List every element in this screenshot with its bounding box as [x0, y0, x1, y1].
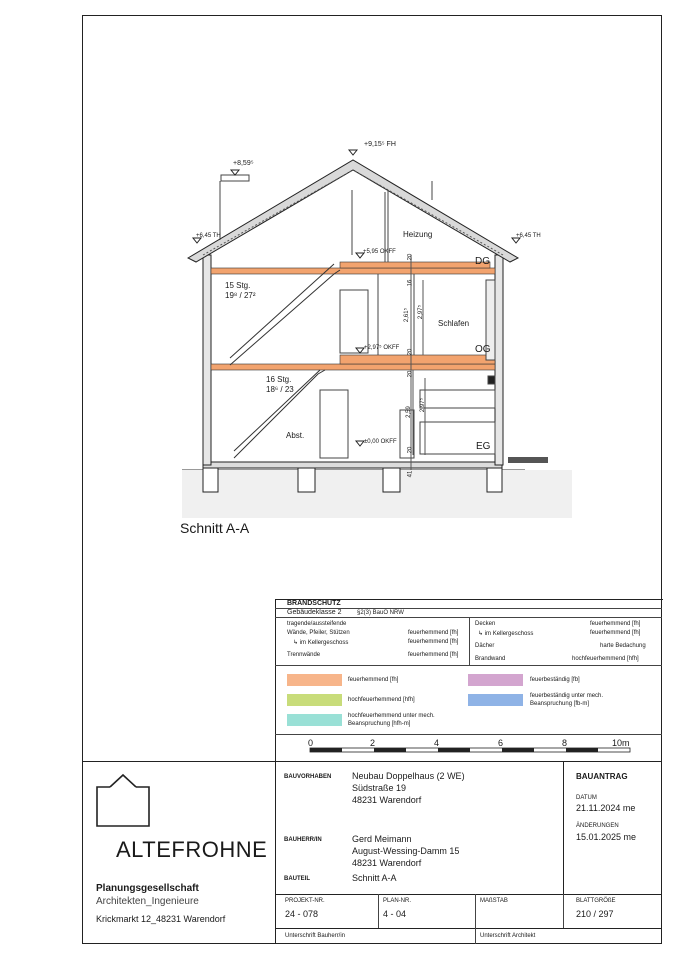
- left-value-3: feuerhemmend [fh]: [408, 652, 459, 658]
- logo-house-icon: [96, 773, 151, 828]
- legend-label-fh: feuerhemmend [fh]: [348, 677, 399, 683]
- legend-swatch-fbm: [468, 694, 523, 706]
- dim-s4: 20: [407, 370, 414, 378]
- scale-bar: [300, 738, 640, 758]
- dim-s1: 20: [407, 253, 414, 261]
- bauherr-line3: 48231 Warendorf: [352, 858, 422, 868]
- bauteil-value: Schnitt A-A: [352, 873, 397, 883]
- left-label-0: tragende/aussteifende: [287, 621, 347, 627]
- dim-h2: 2,97⁵: [418, 304, 425, 320]
- legend-swatch-hfhm: [287, 714, 342, 726]
- eaves-left-level: +6,45 TH: [196, 233, 221, 239]
- stairs-upper-count: 15 Stg.: [225, 281, 251, 290]
- bauherr-line2: August-Wessing-Damm 15: [352, 846, 460, 856]
- right-label-1: ↳ im Kellergeschoss: [478, 631, 534, 637]
- right-label-3: Brandwand: [475, 656, 506, 662]
- scale-tick-4: 4: [434, 738, 440, 748]
- scale-tick-8: 8: [562, 738, 568, 748]
- scale-tick-0: 0: [308, 738, 314, 748]
- aenderungen-label: ÄNDERUNGEN: [576, 823, 619, 829]
- ridge-level: +9,15⁵ FH: [364, 141, 396, 148]
- blatt-label: BLATTGRÖßE: [576, 898, 616, 904]
- legend-swatch-fb: [468, 674, 523, 686]
- aenderungen-value: 15.01.2025 me: [576, 832, 637, 842]
- plan-label: PLAN-NR.: [383, 898, 412, 904]
- brandschutz-title: BRANDSCHUTZ: [287, 600, 341, 607]
- legend-label-hfhm: hochfeuerhemmend unter mech. Beanspruchung [hfh-m]: [348, 713, 435, 727]
- signature-bauherr: Unterschrift Bauherr/in: [285, 933, 346, 939]
- eaves-right-level: +6,45 TH: [516, 233, 541, 239]
- left-value-1: feuerhemmend [fh]: [408, 630, 459, 636]
- legend-label-hfh: hochfeuerhemmend [hfh]: [348, 697, 415, 703]
- company-name: ALTEFROHNE: [116, 837, 268, 862]
- bauvorhaben-label: BAUVORHABEN: [284, 774, 332, 780]
- stairs-lower-count: 16 Stg.: [266, 375, 292, 384]
- company-line2: Architekten_Ingenieure: [96, 896, 199, 907]
- right-value-3: hochfeuerhemmend [hfh]: [572, 656, 639, 662]
- dim-h1: 2,61⁵: [404, 307, 411, 323]
- level-og: OG: [475, 344, 491, 355]
- right-label-2: Dächer: [475, 643, 495, 649]
- signature-architekt: Unterschrift Architekt: [480, 933, 536, 939]
- dim-h3: 2,59: [405, 406, 412, 418]
- left-value-2: feuerhemmend [fh]: [408, 639, 459, 645]
- bauherr-line1: Gerd Meimann: [352, 834, 412, 844]
- scale-tick-6: 6: [498, 738, 504, 748]
- datum-label: DATUM: [576, 795, 597, 801]
- bauteil-label: BAUTEIL: [284, 876, 310, 882]
- scale-tick-10: 10m: [612, 738, 630, 748]
- og-floor-level: +2,97⁵ OKFF: [364, 345, 400, 351]
- dim-s3: 20: [407, 348, 414, 356]
- stairs-upper-ratio: 19⁸ / 27²: [225, 291, 256, 300]
- stairs-lower-ratio: 18⁶ / 23: [266, 385, 294, 394]
- projekt-label: PROJEKT-NR.: [285, 898, 325, 904]
- floor-slabs: [211, 262, 495, 370]
- chimney-level: +8,59⁵: [233, 160, 254, 167]
- room-abst: Abst.: [286, 431, 305, 440]
- right-value-0: feuerhemmend [fh]: [590, 621, 641, 627]
- dim-s2: 16: [407, 279, 414, 287]
- room-heizung: Heizung: [403, 230, 433, 239]
- roof: [188, 160, 518, 262]
- company-line1: Planungsgesellschaft: [96, 883, 199, 894]
- bauvorhaben-line2: Südstraße 19: [352, 783, 407, 793]
- left-label-3: Trennwände: [287, 652, 321, 658]
- eg-floor-level: ±0,00 OKFF: [364, 439, 397, 445]
- plan-value: 4 - 04: [383, 909, 407, 919]
- bauordnung: §2(3) BauO NRW: [357, 610, 404, 616]
- company-address: Krickmarkt 12_48231 Warendorf: [96, 914, 226, 924]
- left-label-1: Wände, Pfeiler, Stützen: [287, 630, 350, 636]
- scale-tick-2: 2: [370, 738, 376, 748]
- datum-value: 21.11.2024 me: [576, 803, 636, 813]
- projekt-value: 24 - 078: [285, 909, 319, 919]
- bauantrag-label: BAUANTRAG: [576, 772, 628, 781]
- blatt-value: 210 / 297: [576, 909, 614, 919]
- room-schlafen: Schlafen: [438, 319, 470, 328]
- bauvorhaben-line1: Neubau Doppelhaus (2 WE): [352, 771, 465, 781]
- right-value-1: feuerhemmend [fh]: [590, 630, 641, 636]
- dim-s5: 20: [407, 446, 414, 454]
- level-eg: EG: [476, 441, 491, 452]
- section-title: Schnitt A-A: [180, 520, 250, 536]
- bauherr-label: BAUHERR/IN: [284, 837, 322, 843]
- left-label-2: ↳ im Kellergeschoss: [293, 640, 349, 646]
- dg-floor-level: +5,95 OKFF: [363, 249, 396, 255]
- dim-s6: 41: [407, 470, 414, 478]
- massstab-label: MAßSTAB: [480, 898, 508, 904]
- gebaeudeklasse: Gebäudeklasse 2: [287, 609, 342, 616]
- right-label-0: Decken: [475, 621, 496, 627]
- bauvorhaben-line3: 48231 Warendorf: [352, 795, 422, 805]
- legend-label-fbm: feuerbeständig unter mech. Beanspruchung [fb-m]: [530, 693, 604, 707]
- legend-swatch-fh: [287, 674, 342, 686]
- dim-h4: 2,97⁵: [420, 397, 427, 413]
- legend-swatch-hfh: [287, 694, 342, 706]
- legend-label-fb: feuerbeständig [fb]: [530, 677, 580, 683]
- level-dg: DG: [475, 256, 490, 267]
- right-value-2: harte Bedachung: [600, 643, 646, 649]
